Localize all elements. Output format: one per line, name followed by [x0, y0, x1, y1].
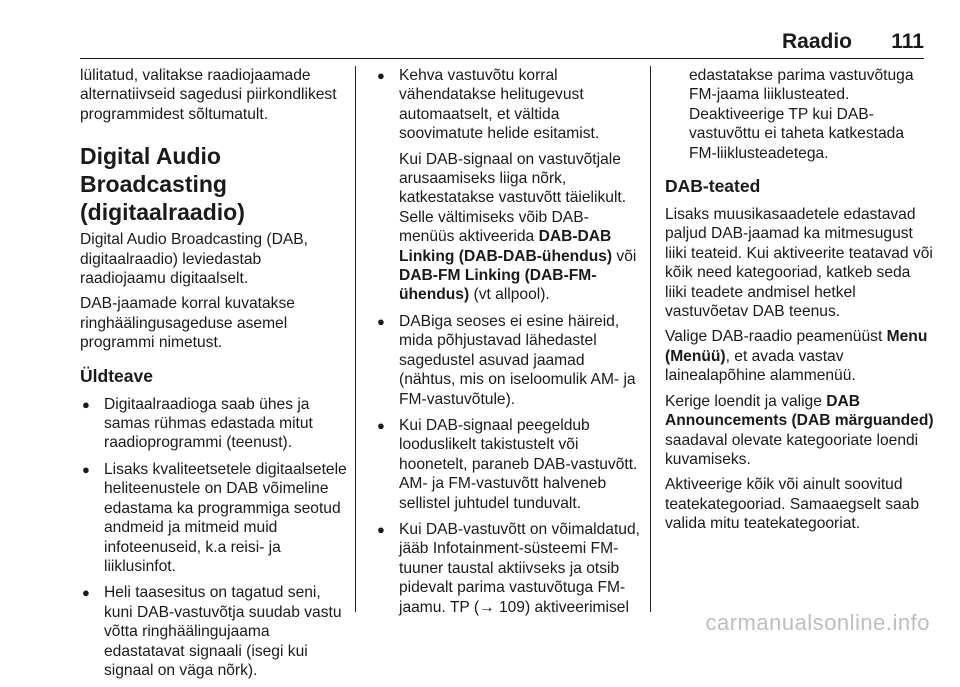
dab-paragraph-1: Digital Audio Broadcasting (DAB, digitaalraadio) leviedastab raadiojaamu digitaalselt. [80, 231, 308, 288]
general-info-heading: Üldteave [80, 365, 153, 386]
list-item: ● Kui DAB-vastuvõtt on võimaldatud, jääb Infotainment-süsteemi FM-tuuner taustal aktiivseks ja otsib pidevalt parima vastuvõtuga FM-jaamu. TP (→ 109) aktiveerimisel [377, 520, 640, 616]
bullet-icon: ● [377, 417, 385, 433]
bullet-icon: ● [82, 396, 90, 412]
column-3 [665, 66, 935, 540]
dab-heading: Digital Audio Broadcasting (digitaalraadio) [80, 143, 245, 226]
header-rule [80, 58, 924, 59]
tp-continuation: edastatakse parima vastuvõtuga FM-jaama liiklusteated. Deaktiveerige TP kui DAB-vastuvõttu ei taheta katkestada FM-liiklusteadetega. [689, 67, 914, 162]
list-item [375, 66, 640, 305]
general-info-list-continued [375, 66, 640, 617]
bullet-icon: ● [82, 585, 90, 601]
dab-paragraph-2: DAB-jaamade korral kuvatakse ringhäälingusageduse asemel programmi nimetust. [80, 295, 295, 352]
section-title: Raadio [781, 30, 852, 53]
bullet-icon: ● [377, 68, 385, 83]
general-info-list [80, 395, 348, 681]
list-item: ● Digitaalraadioga saab ühes ja samas rühmas edastada mitut raadioprogrammi (teenust). [82, 395, 313, 452]
list-item: ● DABiga seoses ei esine häireid, mida põhjustavad lähedastel sagedustel asuvad jaamad (nähtus, mis on iseloomulik AM- ja FM-vastuvõtule). [377, 312, 636, 408]
intro-paragraph: lülitatud, valitakse raadiojaamade alternatiivseid sagedusi piirkondlikest programmidest sõltumatult. [80, 67, 337, 123]
list-item: ● Lisaks kvaliteetsetele digitaalsetele heliteenustele on DAB võimeline edastama ka programmiga seotud andmeid ja mitmeid muid infoteenuseid, k.a reisi- ja liiklusinfot. [82, 460, 347, 575]
column-2 [375, 66, 640, 624]
page-number: 111 [891, 30, 924, 53]
dab-announcements-label: DAB Announcements (DAB märguanded) [665, 392, 934, 430]
announcements-paragraph-1: Lisaks muusikasaadetele edastavad paljud DAB-jaamad ka mitmesugust liiki teateid. Kui aktiveerite teatavad või kõik need kategooriad, katkeb seda liiki teadete andmisel hetkel vastuvõetav DAB teenus. [665, 206, 933, 321]
list-item: ● Heli taasesitus on tagatud seni, kuni DAB-vastuvõtja suudab vastu võtta ringhäälingujaama edastatavat signaali (isegi kui signaal on väga nõrk). [82, 584, 342, 679]
column-divider-1 [355, 66, 356, 612]
announcements-paragraph-2: Valige DAB-raadio peamenüüst Menu (Menüü), et avada vastav lainealapõhine alammenüü. [665, 328, 928, 385]
column-1 [80, 66, 348, 687]
weak-reception-paragraph: Kehva vastuvõtu korral vähendatakse helitugevust automaatselt, et vältida soovimatute helide esitamist. [399, 67, 600, 143]
bullet-icon: ● [377, 521, 385, 537]
announcements-paragraph-3: Kerige loendit ja valige DAB Announcements (DAB märguanded) saadaval olevate kategooriate loendi kuvamiseks. [665, 392, 934, 468]
dab-dab-linking-label: DAB-DAB Linking (DAB-DAB-ühendus) [399, 228, 613, 265]
dab-linking-paragraph: Kui DAB-signaal on vastuvõtjale arusaamiseks liiga nõrk, katkestatakse vastuvõtt täielikult. Selle vältimiseks võib DAB-menüüs aktiveerida DAB-DAB Linking (DAB-DAB-ühendus) või DAB-FM Linking (DAB-FM-ühendus) (vt allpool). [399, 150, 637, 304]
bullet-icon: ● [377, 313, 385, 329]
column-divider-2 [650, 66, 651, 612]
dab-announcements-heading: DAB-teated [665, 176, 761, 197]
dab-fm-linking-label: DAB-FM Linking (DAB-FM-ühendus) [399, 267, 597, 304]
page-header [0, 0, 960, 56]
bullet-icon: ● [82, 461, 90, 477]
watermark: carmanualsonline.info [705, 610, 930, 635]
menu-label: Menu (Menüü) [665, 328, 928, 365]
list-item: ● Kui DAB-signaal peegeldub looduslikelt takistustelt või hoonetelt, paraneb DAB-vastuvõtt. AM- ja FM-vastuvõtt halveneb sellistel juhtudel tunduvalt. [377, 416, 638, 512]
announcements-paragraph-4: Aktiveerige kõik või ainult soovitud teatekategooriad. Samaaegselt saab valida mitu teatekategooriat. [665, 476, 920, 533]
